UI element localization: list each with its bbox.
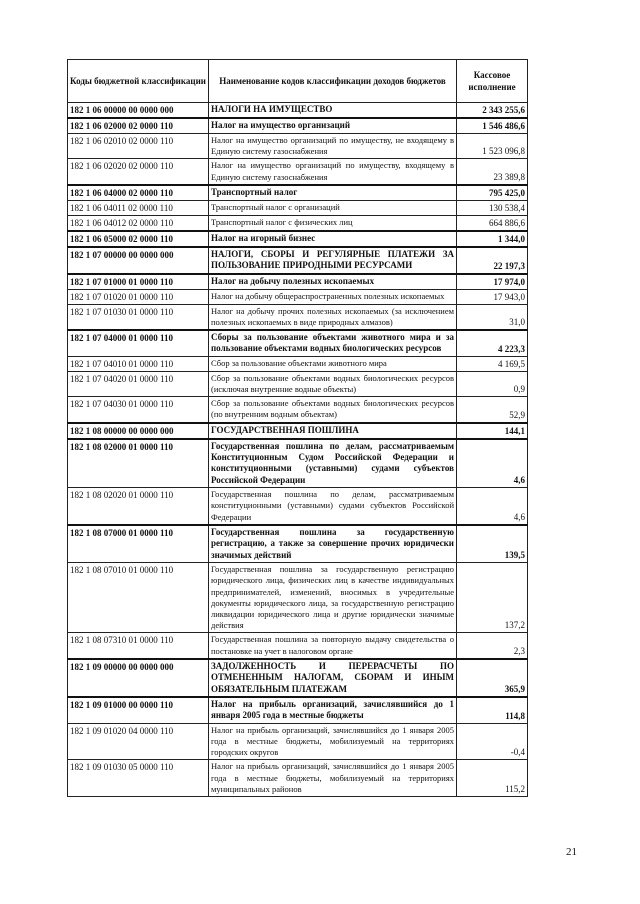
table-row [68,330,528,356]
row-code: 182 1 08 07310 01 0000 110 [68,633,209,659]
table-header-row [68,60,528,103]
row-code: 182 1 07 01030 01 0000 110 [68,304,209,330]
table-row [68,371,528,396]
row-code: 182 1 06 04011 02 0000 110 [68,200,209,215]
header-name: Наименование кодов классификации доходов бюджетов [209,60,457,103]
row-name: Государственная пошлина за повторную выдачу свидетельства о постановке на учет в налоговом органе [209,633,457,659]
row-code: 182 1 06 02010 02 0000 110 [68,134,209,159]
row-amount: 17 974,0 [457,274,528,290]
row-name: НАЛОГИ, СБОРЫ И РЕГУЛЯРНЫЕ ПЛАТЕЖИ ЗА ПОЛЬЗОВАНИЕ ПРИРОДНЫМИ РЕСУРСАМИ [209,247,457,274]
row-amount: 144,1 [457,423,528,439]
row-name: Сбор за пользование объектами водных биологических ресурсов (исключая внутренние водные объекты) [209,371,457,396]
row-amount: 365,9 [457,659,528,697]
row-amount: 4,6 [457,439,528,488]
row-name: Налог на имущество организаций по имуществу, не входящему в Единую систему газоснабжения [209,134,457,159]
row-name: ЗАДОЛЖЕННОСТЬ И ПЕРЕРАСЧЕТЫ ПО ОТМЕНЕННЫМ НАЛОГАМ, СБОРАМ И ИНЫМ ОБЯЗАТЕЛЬНЫМ ПЛАТЕЖАМ [209,659,457,697]
row-name: Транспортный налог с организаций [209,200,457,215]
row-name: Транспортный налог с физических лиц [209,215,457,231]
row-name: Сбор за пользование объектами животного мира [209,356,457,371]
row-code: 182 1 06 02020 02 0000 110 [68,159,209,185]
table-row [68,659,528,697]
table-row [68,103,528,119]
row-code: 182 1 07 01000 01 0000 110 [68,274,209,290]
table-row [68,356,528,371]
row-amount: 17 943,0 [457,289,528,304]
row-amount: -0,4 [457,723,528,760]
row-name: Налог на прибыль организаций, зачислявшийся до 1 января 2005 года в местные бюджеты [209,697,457,723]
row-code: 182 1 09 01000 00 0000 110 [68,697,209,723]
row-name: Государственная пошлина за государственную регистрацию, а также за совершение прочих юридически значимых действий [209,525,457,563]
row-amount: 0,9 [457,371,528,396]
row-amount: 664 886,6 [457,215,528,231]
table-row [68,200,528,215]
table-row [68,723,528,760]
row-name: Налог на имущество организаций [209,118,457,134]
row-amount: 2,3 [457,633,528,659]
table-body [68,60,528,797]
table-row [68,247,528,274]
table-row [68,289,528,304]
row-code: 182 1 08 02020 01 0000 110 [68,488,209,525]
row-code: 182 1 09 00000 00 0000 000 [68,659,209,697]
table-row [68,215,528,231]
table-row [68,633,528,659]
row-name: Сбор за пользование объектами водных биологических ресурсов (по внутренним водным объектам) [209,397,457,423]
table-row [68,185,528,201]
table-row [68,159,528,185]
row-code: 182 1 06 05000 02 0000 110 [68,231,209,247]
row-name: НАЛОГИ НА ИМУЩЕСТВО [209,103,457,119]
row-code: 182 1 07 01020 01 0000 110 [68,289,209,304]
row-name: Налог на прибыль организаций, зачислявшийся до 1 января 2005 года в местные бюджеты, мобилизуемый на территориях муниципальных районов [209,760,457,797]
row-name: Налог на добычу полезных ископаемых [209,274,457,290]
row-amount: 31,0 [457,304,528,330]
row-name: Сборы за пользование объектами животного мира и за пользование объектами водных биологических ресурсов [209,330,457,356]
row-name: Налог на имущество организаций по имуществу, входящему в Единую систему газоснабжения [209,159,457,185]
row-code: 182 1 06 04000 02 0000 110 [68,185,209,201]
row-amount: 137,2 [457,563,528,633]
row-amount: 4 169,5 [457,356,528,371]
row-amount: 115,2 [457,760,528,797]
table-row [68,423,528,439]
row-code: 182 1 07 04010 01 0000 110 [68,356,209,371]
row-code: 182 1 06 00000 00 0000 000 [68,103,209,119]
row-name: Налог на игорный бизнес [209,231,457,247]
row-amount: 4,6 [457,488,528,525]
row-amount: 795 425,0 [457,185,528,201]
row-code: 182 1 07 04000 01 0000 110 [68,330,209,356]
table-row [68,439,528,488]
table-row [68,397,528,423]
revenue-table [67,59,528,797]
row-name: ГОСУДАРСТВЕННАЯ ПОШЛИНА [209,423,457,439]
table-row [68,118,528,134]
row-name: Налог на прибыль организаций, зачислявшийся до 1 января 2005 года в местные бюджеты, мобилизуемый на территориях городских округов [209,723,457,760]
row-code: 182 1 07 04030 01 0000 110 [68,397,209,423]
row-name: Налог на добычу общераспространенных полезных ископаемых [209,289,457,304]
row-amount: 23 389,8 [457,159,528,185]
row-code: 182 1 08 02000 01 0000 110 [68,439,209,488]
row-amount: 130 538,4 [457,200,528,215]
row-code: 182 1 07 00000 00 0000 000 [68,247,209,274]
table-row [68,697,528,723]
table-row [68,274,528,290]
row-name: Государственная пошлина по делам, рассматриваемым конституционными (уставными) судами субъектов Российской Федерации [209,488,457,525]
row-code: 182 1 06 02000 02 0000 110 [68,118,209,134]
row-code: 182 1 09 01020 04 0000 110 [68,723,209,760]
row-code: 182 1 07 04020 01 0000 110 [68,371,209,396]
table-row [68,760,528,797]
row-amount: 4 223,3 [457,330,528,356]
row-code: 182 1 08 07000 01 0000 110 [68,525,209,563]
row-amount: 2 343 255,6 [457,103,528,119]
row-amount: 1 344,0 [457,231,528,247]
table-row [68,525,528,563]
row-name: Транспортный налог [209,185,457,201]
row-code: 182 1 06 04012 02 0000 110 [68,215,209,231]
row-name: Налог на добычу прочих полезных ископаемых (за исключением полезных ископаемых в виде природных алмазов) [209,304,457,330]
table-row [68,563,528,633]
row-name: Государственная пошлина по делам, рассматриваемым Конституционным Судом Российской Федерации и конституционными (уставными) судами субъектов Российской Федерации [209,439,457,488]
row-amount: 1 523 096,8 [457,134,528,159]
row-amount: 22 197,3 [457,247,528,274]
table-row [68,304,528,330]
table-row [68,488,528,525]
row-name: Государственная пошлина за государственную регистрацию юридического лица, физических лиц в качестве индивидуальных предпринимателей, изменений, вносимых в учредительные документы юридического лица, за государственную регистрацию ликвидации юридического лица и другие юридически значимые действия [209,563,457,633]
row-amount: 1 546 486,6 [457,118,528,134]
table-row [68,134,528,159]
row-code: 182 1 09 01030 05 0000 110 [68,760,209,797]
row-amount: 52,9 [457,397,528,423]
header-code: Коды бюджетной классификации [68,60,209,103]
row-code: 182 1 08 07010 01 0000 110 [68,563,209,633]
header-amount: Кассовое исполнение [457,60,528,103]
row-amount: 139,5 [457,525,528,563]
table-row [68,231,528,247]
page-number: 21 [566,846,577,858]
row-amount: 114,8 [457,697,528,723]
row-code: 182 1 08 00000 00 0000 000 [68,423,209,439]
